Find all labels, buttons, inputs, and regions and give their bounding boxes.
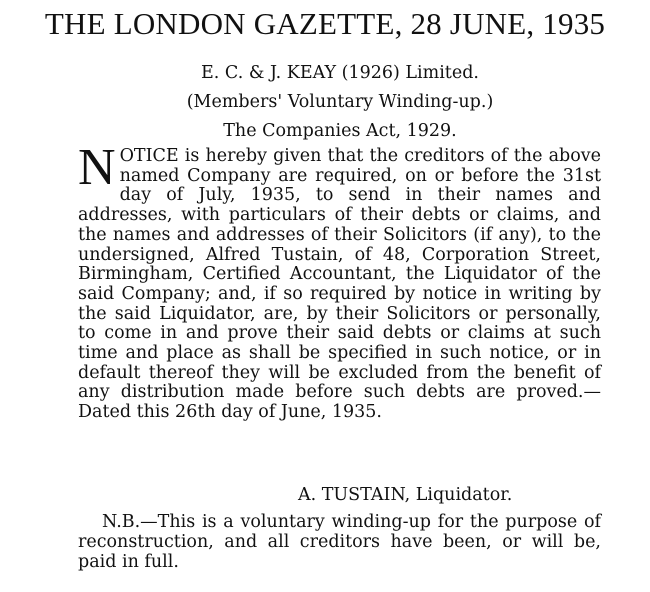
company-name: E. C. & J. KEAY (1926) Limited. (201, 63, 479, 83)
drop-cap: N (78, 139, 116, 196)
liquidator-signature: A. TUSTAIN, Liquidator. (298, 485, 513, 505)
notice-body: OTICE is hereby given that the creditors of the above named Company are required, on or before the 31st day of July, 1935, to send in their names and addresses, with particulars of their debts or claims, and the names and addresses of their Solicitors (if any), to the undersigned, Alfred Tustain, of 48, Corporation Street, Birmingham, Certified Accountant, the Liquidator of the said Company; and, if so required by notice in writing by the said Liquidator, are, by their Solicitors or personally, to come in and prove their said debts or claims at such time and place as shall be specified in such notice, or in default thereof they will be excluded from the benefit of any distribution made before such debts are proved.—Dated this 26th day of June, 1935. (78, 146, 601, 423)
notice-paragraph (78, 139, 601, 423)
gazette-masthead: THE LONDON GAZETTE, 28 JUNE, 1935 (44, 6, 606, 41)
act-reference: The Companies Act, 1929. (223, 121, 457, 141)
winding-up-type: (Members' Voluntary Winding-up.) (186, 92, 494, 112)
nota-bene-paragraph: N.B.—This is a voluntary winding-up for the purpose of reconstruction, and all creditors have been, or will be, paid in full. (78, 512, 601, 572)
